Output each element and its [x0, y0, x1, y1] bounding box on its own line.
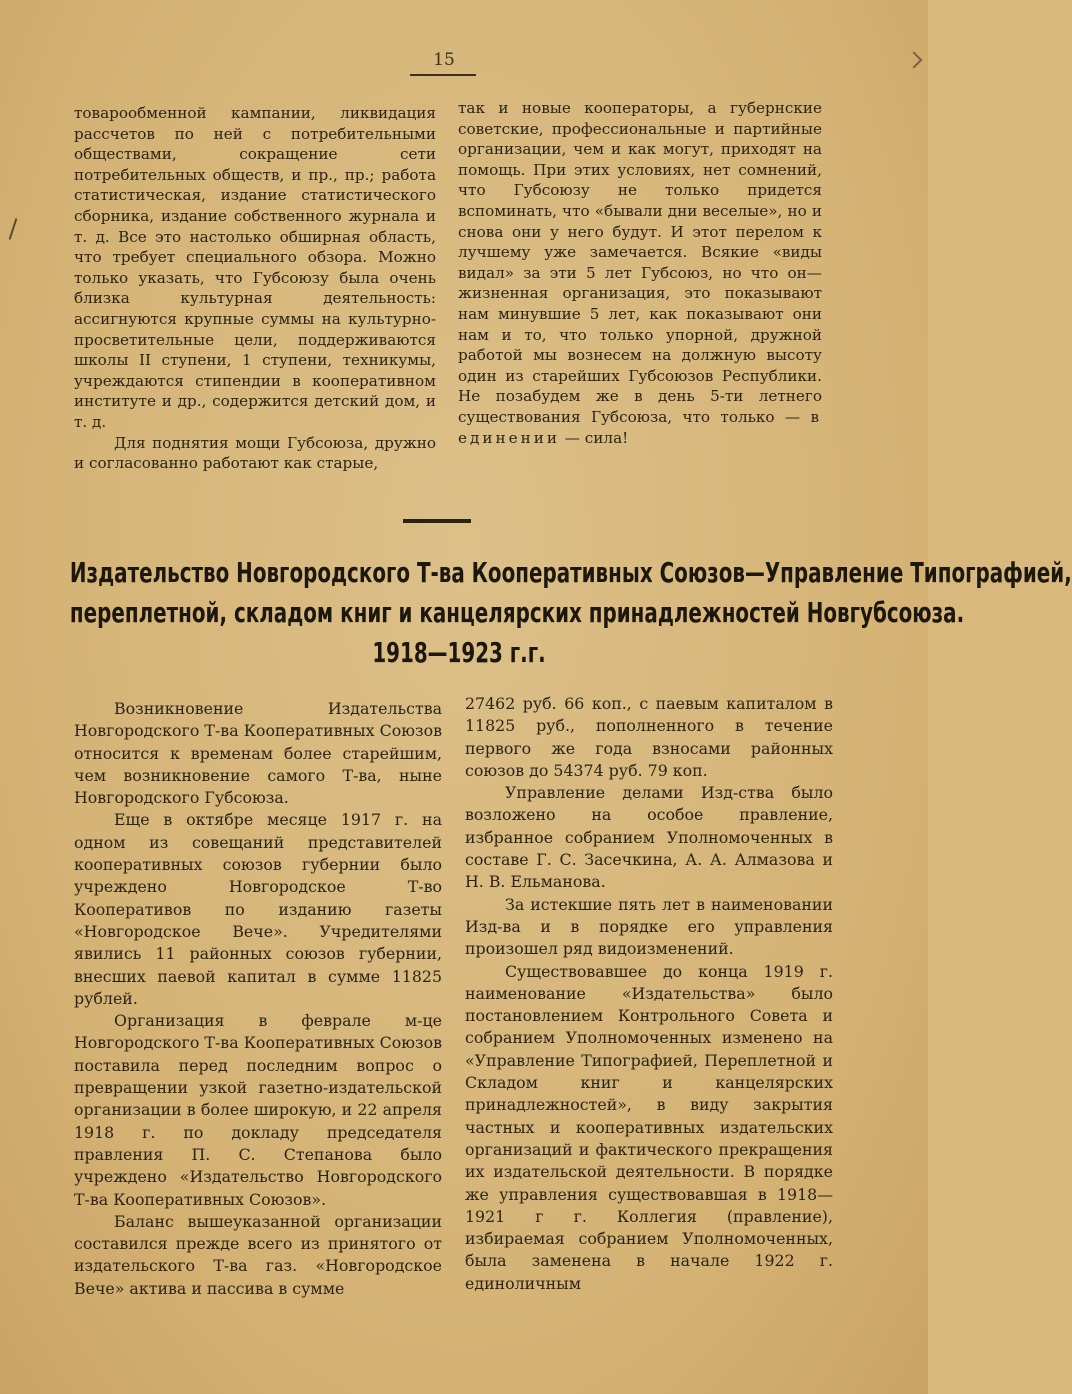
section-separator — [403, 519, 471, 523]
paragraph: Еще в октябре месяце 1917 г. на одном из совещаний представителей кооперативных союзов губернии было учреждено Новгородское Т-во Кооперативов по изданию газеты «Новгородское Вече». Учредителями явились 11 районных союзов губернии, внесших паевой капитал в сумме 11825 рублей. — [74, 810, 442, 1008]
top-left-column — [74, 103, 436, 474]
paragraph: товарообменной кампании, ликвидация рассчетов по ней с потребительными обществами, сокращение сети потребительных обществ, и пр., пр.; работа статистическая, издание статистического сборника, издание собственного журнала и т. д. Все это настолько обширная область, что требует специального обзора. Можно только указать, что Губсоюзу была очень близка культурная деятельность: ассигнуются крупные суммы на культурно-просветительные цели, поддерживаются школы II ступени, 1 ступени, техникумы, учреждаются стипендии в кооперативном институте и др., содержится детский дом, и т. д. — [74, 104, 436, 431]
paragraph: 27462 руб. 66 коп., с паевым капиталом в 11825 руб., пополненного в течение первого же года взносами районных союзов до 54374 руб. 79 коп. — [465, 694, 833, 780]
paragraph: Для поднятия мощи Губсоюза, дружно и согласованно работают как старые, — [74, 433, 436, 473]
page-corner-mark — [906, 52, 923, 69]
page-number-rule — [410, 74, 476, 76]
section-headline — [69, 553, 1072, 673]
paragraph: Организация в феврале м-це Новгородского Т-ва Кооперативных Союзов поставила перед последним вопрос о превращении узкой газетно-издательской организации в более широкую, и 22 апреля 1918 г. по докладу председателя правления П. С. Степанова было учреждено «Издательство Новгородского Т-ва Кооперативных Союзов». — [74, 1011, 442, 1209]
paragraph-text: так и новые кооператоры, а губернские советские, профессиональные и партийные организации, чем и как могут, приходят на помощь. При этих условиях, нет сомнений, что Губсоюзу не только придется вспоминать, что «бывали дни веселые», но и снова они у него будут. И этот перелом к лучшему уже замечается. Всякие «виды видал» за эти 5 лет Губсоюз, но что он—жизненная организация, это показывают нам минувшие 5 лет, как показывают они нам и то, что только упорной, дружной работой мы вознесем на должную высоту один из старейших Губсоюзов Республики. Не позабудем же в день 5-ти летнего существования Губсоюза, что только — — [458, 99, 822, 426]
paragraph-tail: — сила! — [564, 428, 629, 447]
headline-line: переплетной, складом книг и канцелярских принадлежностей Новгубсоюза. — [69, 596, 965, 629]
paragraph: Возникновение Издательства Новгородского Т-ва Кооперативных Союзов относится к временам более старейшим, чем возникновение самого Т-ва, ныне Новгородского Губсоюза. — [74, 699, 442, 808]
paragraph: Управление делами Изд-ства было возложено на особое правление, избранное собранием Уполномоченных в составе Г. С. Засечкина, А. А. Алмазова и Н. В. Ельманова. — [465, 783, 833, 892]
bottom-left-column — [74, 698, 442, 1300]
paragraph — [458, 98, 822, 448]
emphasized-phrase: в единении — [458, 407, 822, 447]
paragraph: Существовавшее до конца 1919 г. наименование «Издательства» было постановлением Контрольного Совета и собранием Уполномоченных изменено на «Управление Типографией, Переплетной и Складом книг и канцелярских принадлежностей», в виду закрытия частных и кооперативных издательских организаций и фактического прекращения их издательской деятельности. В порядке же управления существовавшая в 1918—1921 г г. Коллегия (правление), избираемая собранием Уполномоченных, была заменена в начале 1922 г. единоличным — [465, 961, 833, 1293]
margin-pencil-mark — [9, 218, 18, 240]
paragraph: За истекшие пять лет в наименовании Изд-ва и в порядке его управления произошел ряд видоизменений. — [465, 894, 833, 959]
top-right-column — [458, 98, 822, 448]
bottom-right-column — [465, 693, 833, 1295]
headline-line: 1918—1923 г.г. — [372, 636, 546, 669]
paragraph: Баланс вышеуказанной организации составился прежде всего из принятого от издательского Т-ва газ. «Новгородское Вече» актива и пассива в сумме — [74, 1211, 442, 1298]
page-number: 15 — [433, 50, 455, 70]
headline-line: Издательство Новгородского Т-ва Кооперативных Союзов—Управление Типографией, — [69, 556, 1072, 589]
